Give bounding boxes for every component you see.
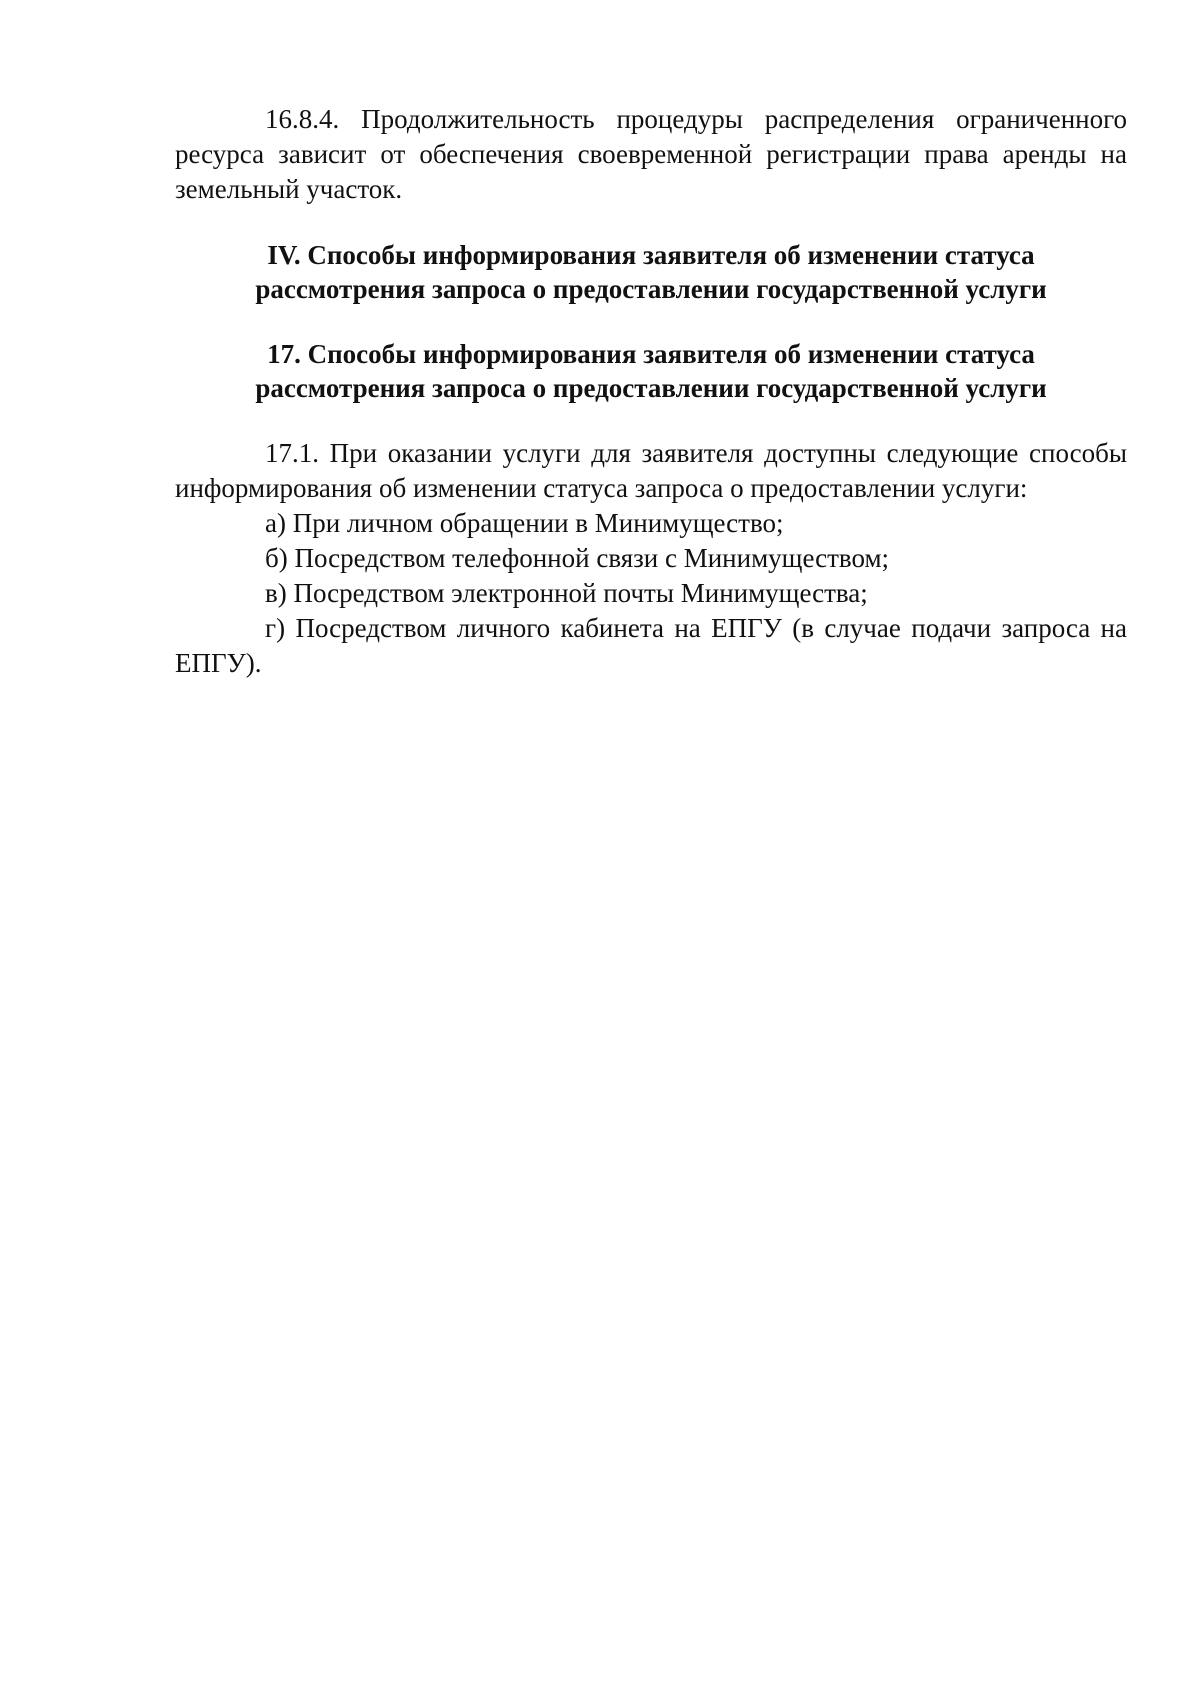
section-iv-heading-line-1: IV. Способы информирования заявителя об изменении статуса	[267, 240, 1035, 270]
list-item-c: в) Посредством электронной почты Минимущества;	[265, 578, 868, 608]
list-item-d: г) Посредством личного кабинета на ЕПГУ (в случае подачи запроса на ЕПГУ).	[175, 613, 1127, 678]
paragraph-17-1: 17.1. При оказании услуги для заявителя доступны следующие способы информирования об изменении статуса запроса о предоставлении услуги:	[175, 438, 1127, 503]
section-17-heading-line-2: рассмотрения запроса о предоставлении государственной услуги	[255, 373, 1047, 403]
document-content	[175, 102, 1127, 681]
section-17-heading	[175, 337, 1127, 405]
list-item-b: б) Посредством телефонной связи с Минимуществом;	[265, 543, 890, 573]
section-17-body	[175, 436, 1127, 681]
paragraph-16-8-4: 16.8.4. Продолжительность процедуры распределения ограниченного ресурса зависит от обеспечения своевременной регистрации права аренды на земельный участок.	[175, 104, 1127, 204]
section-17-heading-line-1: 17. Способы информирования заявителя об изменении статуса	[267, 339, 1035, 369]
section-iv-heading	[175, 238, 1127, 306]
section-iv-heading-line-2: рассмотрения запроса о предоставлении государственной услуги	[255, 274, 1047, 304]
list-item-a: а) При личном обращении в Минимущество;	[265, 508, 784, 538]
